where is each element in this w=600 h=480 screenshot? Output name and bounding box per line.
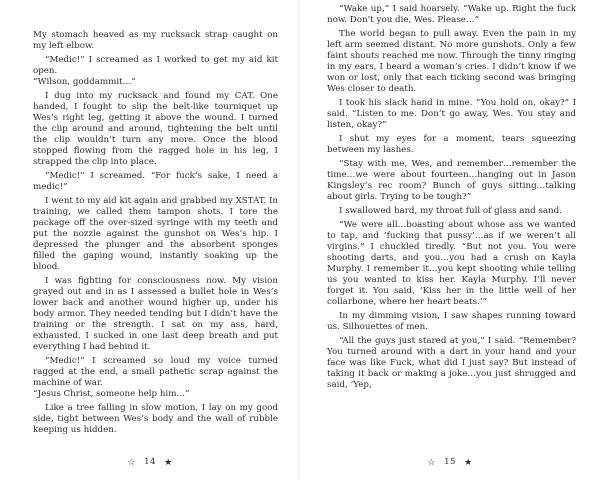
- right-page-text: [327, 4, 576, 391]
- paragraph: “All the guys just stared at you,” I said. “Remember? You turned around with a dart in your hand and your face was like Fuck, what did I just say? But instead of taking it back or making a joke…you just shrugged and said, ‘Yep,: [327, 336, 576, 390]
- paragraph: “Wilson, goddammit…”: [33, 77, 136, 87]
- page-number: 15: [444, 457, 456, 467]
- paragraph: I swallowed hard, my throat full of glass and sand.: [339, 206, 562, 216]
- paragraph: “Medic!” I screamed as I worked to get my aid kit open.: [33, 55, 278, 76]
- paragraph: I dug into my rucksack and found my CAT. One handed, I fought to slip the belt-like tourniquet up Wes’s right leg, getting it above the wound. I turned the clip around and around, tightening the belt until the clip wouldn’t turn any more. Once the blood stopped flowing from the ragged hole in his leg, I strapped the clip into place.: [33, 91, 278, 167]
- paragraph: “Stay with me, Wes, and remember…remember the time…we were about fourteen…hanging out in Jason Kingsley’s rec room? Bunch of guys sitting…talking about girls. Trying to be tough?”: [327, 159, 576, 202]
- outline-star-icon: ☆: [127, 458, 136, 468]
- paragraph: The world began to pull away. Even the pain in my left arm seemed distant. No more gunshots. Only a few faint shouts reached me now. Through the tinny ringing in my ears, I heard a woman’s cries. I didn’t know if we won or lost, only that each ticking second was bringing Wes closer to death.: [327, 29, 576, 94]
- paragraph: Like a tree falling in slow motion, I lay on my good side, tight between Wes’s body and the wall of rubble keeping us hidden.: [33, 403, 278, 435]
- paragraph: “Medic!” I screamed so loud my voice turned ragged at the end, a small pathetic scrap against the machine of war.: [33, 356, 278, 388]
- paragraph: I went to my aid kit again and grabbed my XSTAT. In training, we called them tampon shots. I tore the package off the over-sized syringe with my teeth and put the nozzle against the gunshot on Wes’s hip. I depressed the plunger and the absorbent sponges filled the gaping wound, instantly soaking up the blood.: [33, 196, 278, 272]
- page-number: 14: [144, 457, 156, 467]
- paragraph: I was fighting for consciousness now. My vision grayed out and in as I assessed a bullet hole in Wes’s lower back and another wound higher up, under his body armor. They needed tending but I didn’t have the training or the strength. I sat on my ass, hard, exhausted. I sucked in one last deep breath and put everything I had behind it.: [33, 276, 278, 352]
- solid-star-icon: ★: [164, 458, 173, 468]
- paragraph: I took his slack hand in mine. “You hold on, okay?” I said. “Listen to me. Don’t go away, Wes. You stay and listen, okay?”: [327, 98, 576, 130]
- page-footer: [300, 457, 600, 468]
- right-page: [300, 0, 600, 480]
- paragraph: I shut my eyes for a moment, tears squeezing between my lashes.: [327, 134, 576, 155]
- paragraph: “Medic!” I screamed. “For fuck’s sake, I need a medic!”: [33, 171, 278, 192]
- outline-star-icon: ☆: [427, 458, 436, 468]
- page-footer: [0, 457, 300, 468]
- paragraph: “Wake up,” I said hoarsely. “Wake up. Right the fuck now. Don’t you die, Wes. Please…”: [327, 4, 576, 25]
- paragraph: “Jesus Christ, someone help him…”: [33, 389, 190, 399]
- solid-star-icon: ★: [464, 458, 473, 468]
- left-page-text: [33, 30, 278, 436]
- paragraph: My stomach heaved as my rucksack strap caught on my left elbow.: [33, 30, 278, 51]
- paragraph: In my dimming vision, I saw shapes running toward us. Silhouettes of men.: [327, 311, 576, 332]
- paragraph: “We were all…boasting about whose ass we wanted to tap, and ‘fucking that pussy’…as if we weren’t all virgins.” I chuckled tiredly. “But not you. You were shooting darts, and you…you had a crush on Kayla Murphy. I remember it…you kept shooting while telling us you wanted to kiss her. Kayla Murphy. I’ll never forget it. You said, ‘Kiss her in the little well of her collarbone, where her heart beats.’”: [327, 220, 576, 307]
